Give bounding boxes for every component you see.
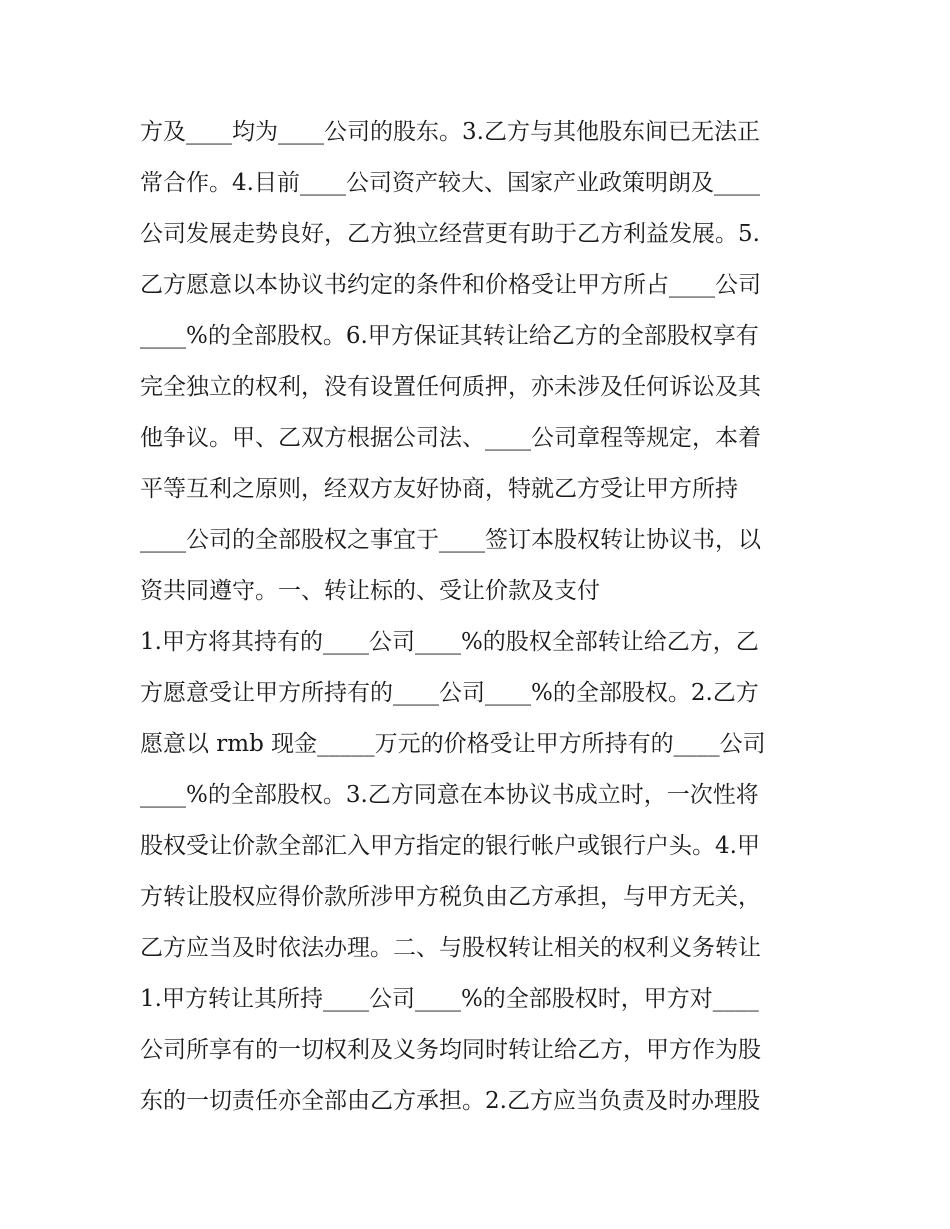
text-line: 平等互利之原则，经双方友好协商，特就乙方受让甲方所持 [140, 476, 738, 502]
text-line: 1.甲方转让其所持____公司____%的全部股权时，甲方对____ [140, 986, 759, 1012]
text-line: 完全独立的权利，没有设置任何质押，亦未涉及任何诉讼及其 [140, 374, 761, 400]
text-line: 常合作。4.目前____公司资产较大、国家产业政策明朗及____ [140, 170, 760, 196]
text-line: 公司发展走势良好，乙方独立经营更有助于乙方利益发展。5. [140, 221, 760, 247]
text-line: 方及____均为____公司的股东。3.乙方与其他股东间已无法正 [140, 119, 760, 145]
text-line: ____%的全部股权。6.甲方保证其转让给乙方的全部股权享有 [140, 323, 759, 349]
text-line: 股权受让价款全部汇入甲方指定的银行帐户或银行户头。4.甲 [140, 833, 760, 859]
text-line: 乙方愿意以本协议书约定的条件和价格受让甲方所占____公司 [140, 272, 761, 298]
document-body [140, 107, 820, 1127]
text-line: 1.甲方将其持有的____公司____%的股权全部转让给乙方，乙 [140, 629, 759, 655]
text-line: 东的一切责任亦全部由乙方承担。2.乙方应当负责及时办理股 [140, 1088, 760, 1114]
text-line: 乙方应当及时依法办理。二、与股权转让相关的权利义务转让 [140, 935, 761, 961]
text-line: ____%的全部股权。3.乙方同意在本协议书成立时，一次性将 [140, 782, 759, 808]
text-line: 愿意以 rmb 现金_____万元的价格受让甲方所持有的____公司 [140, 731, 766, 757]
text-line: 公司所享有的一切权利及义务均同时转让给乙方，甲方作为股 [140, 1037, 761, 1063]
text-line: 方愿意受让甲方所持有的____公司____%的全部股权。2.乙方 [140, 680, 759, 706]
text-line: 方转让股权应得价款所涉甲方税负由乙方承担，与甲方无关， [140, 884, 761, 910]
text-line: ____公司的全部股权之事宜于____签订本股权转让协议书，以 [140, 527, 761, 553]
text-line: 他争议。甲、乙双方根据公司法、____公司章程等规定，本着 [140, 425, 761, 451]
text-line: 资共同遵守。一、转让标的、受让价款及支付 [140, 578, 600, 604]
